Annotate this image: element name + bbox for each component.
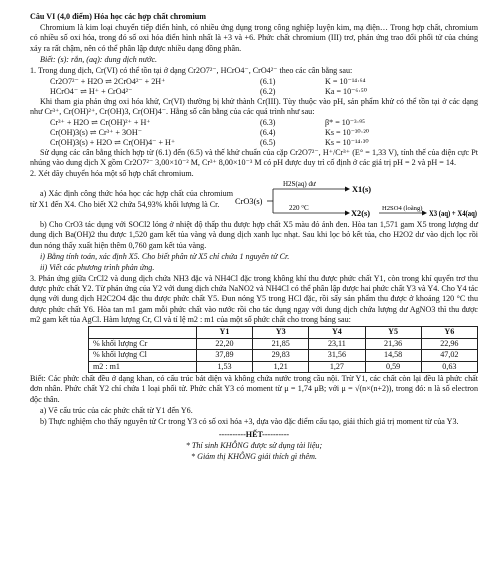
x2-product: X2(s) <box>351 209 371 219</box>
part1-text: 1. Trong dung dịch, Cr(VI) có thể tồn tại ở dạng Cr2O7²⁻, HCrO4⁻, CrO4²⁻ theo các cân bằng sau: <box>30 65 353 75</box>
equation-6-2: HCrO4⁻ ⇌ H⁺ + CrO4²⁻ (6.2) Ka = 10⁻⁶·⁵⁰ <box>50 86 367 96</box>
question-heading: Câu VI (4,0 điểm) Hóa học các hợp chất chromium <box>30 12 206 21</box>
x1-product: X1(s) <box>352 185 372 195</box>
final-products: X3 (aq) + X4(aq) <box>429 209 478 219</box>
second-arrow-head <box>422 211 427 216</box>
footer-note-2: * Giám thị KHÔNG giải thích gì thêm. <box>191 451 317 461</box>
part1-text3: Sử dụng các cân bằng thích hợp từ (6.1) đến (6.5) và thế khử chuẩn của cặp Cr2O7²⁻, H⁺/Cr³⁺ (E° = 1,33 V), tính thế của điện cực Pt nhúng vào dung dịch X gồm Cr2O7²⁻ 3,00×10⁻² M, Cr³⁺ 8,00×10⁻³ M có pH được duy trì cố định ở các giá trị pH = 2 và pH = 14. <box>30 147 478 168</box>
part3-b: b) Thực nghiệm cho thấy nguyên tử Cr trong Y3 có số oxi hóa +3, dựa vào đặc điểm cấu tạo, giải thích giá trị moment từ của Y3. <box>40 416 459 426</box>
table-row: % khối lượng Cl 37,89 29,83 31,56 14,58 47,02 <box>89 350 478 361</box>
part3-a: a) Vẽ cấu trúc của các phức chất từ Y1 đến Y6. <box>40 405 193 415</box>
part2-b-text: b) Cho CrO3 tác dụng với SOCl2 lỏng ở nhiệt độ thấp thu được hợp chất X5 màu đỏ ánh đen. Hòa tan 1,571 gam X5 trong lượng dư dung dịch Ba(OH)2 thu được 1,520 gam kết tủa vàng và dung dịch xanh lục nhạt. Sau khi lọc bỏ kết tủa, cho H2O2 dư vào dịch lọc rồi đun nóng thấy xuất hiện thêm 0,760 gam kết tủa vàng. <box>30 220 478 250</box>
transformation-scheme-row <box>30 180 478 220</box>
table-header-row: Y1 Y3 Y4 Y5 Y6 <box>89 327 478 338</box>
known-note: Biết: (s): rắn, (aq): dung dịch nước. <box>40 54 158 64</box>
part2-b-i: i) Bằng tính toán, xác định X5. Cho biết phân tử X5 chỉ chứa 1 nguyên tử Cr. <box>40 251 290 261</box>
question-intro: Chromium là kim loại chuyển tiếp điển hình, có nhiều ứng dụng trong công nghiệp luyện kim, mạ điện… Trong hợp chất, chromium có nhiều số oxi hóa, trong đó số oxi hóa điển hình nhất là +3 và +6. Phức chất chromium (III) trơ, phản ứng trao đổi phối tử của chúng xảy ra rất chậm, nên có thể phân lập được nhiều dạng đồng phân. <box>30 22 478 53</box>
bottom-arrow-head <box>345 211 350 216</box>
equation-6-3: Cr³⁺ + H2O ⇌ Cr(OH)²⁺ + H⁺ (6.3) β* = 10⁻³·⁹⁵ <box>50 117 365 127</box>
transformation-scheme <box>233 180 478 220</box>
equation-6-5: Cr(OH)3(s) + H2O ⇌ Cr(OH)4⁻ + H⁺ (6.5) Ks = 10⁻¹⁴·³⁰ <box>50 137 369 147</box>
heat-condition: 220 °C <box>289 204 309 213</box>
part2-text: 2. Xét dãy chuyển hóa một số hợp chất chromium. <box>30 169 194 179</box>
complex-data-table <box>88 326 478 372</box>
scheme-reactant: CrO3(s) <box>235 197 263 207</box>
table-row: % khối lượng Cr 22,20 21,85 23,11 21,36 22,96 <box>89 338 478 349</box>
table-row: m2 : m1 1,53 1,21 1,27 0,59 0,63 <box>89 361 478 372</box>
second-reagent: H2SO4 (loãng) <box>382 205 423 213</box>
part3-text: 3. Phản ứng giữa CrCl2 và dung dịch chứa NH3 đặc và NH4Cl đặc trong không khí thu được phức chất Y1, còn trong khí quyển trơ thu được phức chất Y2. Từ phản ứng của Y2 với dung dịch chứa NaNO2 và NH4Cl có thể phân lập được hai phức chất Y3 và Y4. Cho Y4 tác dụng với dung dịch H2C2O4 đặc thu được phức chất Y5. Đun nóng Y5 trong HCl đặc, rồi sấy sản phẩm thu được ở khoảng 120 °C thu được phức chất Y6. Hòa tan m1 gam mỗi phức chất vào nước rồi cho tác dụng ngay với dung dịch chứa lượng dư AgNO3 thì thu được m2 gam kết tủa AgCl. Hàm lượng Cr, Cl và tỉ lệ m2 : m1 của một số phức chất cho trong bảng sau: <box>30 273 478 325</box>
footer-note-1: * Thí sinh KHÔNG được sử dụng tài liệu; <box>185 440 323 450</box>
part3-text2: Biết: Các phức chất đều ở dạng khan, có cấu trúc bát diện và không chứa nước trong cầu nội. Trừ Y1, các chất còn lại đều là phức chất đơn nhân. Phức chất Y2 chỉ chứa 1 loại phối tử. Phức chất Y3 có moment từ μ = 1,74 μB; với μ = √(n×(n+2)), trong đó: n là số electron độc thân. <box>30 373 478 404</box>
top-reagent: H2S(aq) dư <box>283 180 316 189</box>
end-marker: ----------HẾT---------- <box>218 429 290 439</box>
equation-6-1: Cr2O7²⁻ + H2O ⇌ 2CrO4²⁻ + 2H⁺ (6.1) K = 10⁻¹⁴·⁶⁴ <box>50 76 366 86</box>
part2-a-text: a) Xác định công thức hóa học các hợp chất của chromium từ X1 đến X4. Cho biết X2 chứa 54,93% khối lượng là Cr. <box>30 189 233 209</box>
top-arrow-head <box>345 187 350 192</box>
part1-text2: Khi tham gia phản ứng oxi hóa khử, Cr(VI) thường bị khử thành Cr(III). Tùy thuộc vào pH, sản phẩm khử có thể tồn tại ở các dạng như Cr³⁺, Cr(OH)²⁺, Cr(OH)3, Cr(OH)4⁻. Hằng số cân bằng của các quá trình như sau: <box>30 96 478 116</box>
equation-6-4: Cr(OH)3(s) ⇌ Cr³⁺ + 3OH⁻ (6.4) Ks = 10⁻³⁰·²⁰ <box>50 127 370 137</box>
equations-b <box>30 118 478 148</box>
part2-b-ii: ii) Viết các phương trình phản ứng. <box>40 262 155 272</box>
equations-a <box>30 77 478 97</box>
